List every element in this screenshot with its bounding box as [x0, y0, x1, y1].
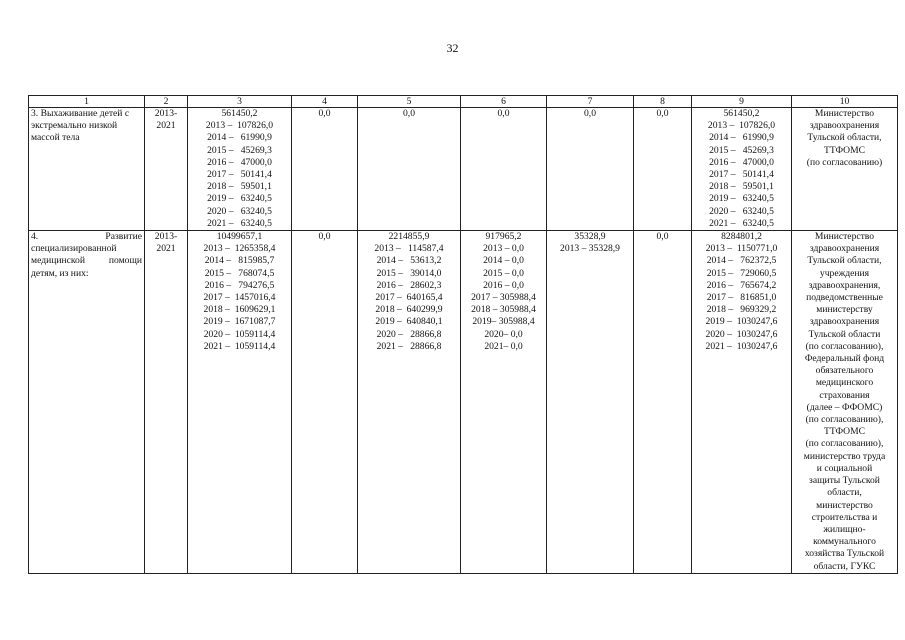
funding-cell-col7: [547, 231, 634, 574]
cell-line: хозяйства Тульской: [804, 548, 885, 560]
cell-line: 2019 – 640840,1: [375, 316, 443, 328]
cell-line: 2016 – 794276,5: [204, 279, 275, 291]
cell-line: 2015 – 39014,0: [376, 267, 442, 279]
cell-line: 2013 – 114587,4: [374, 243, 444, 255]
cell-line: Тульской области: [808, 328, 881, 340]
cell-line: 2021 – 1030247,6: [705, 340, 778, 352]
cell-line: 2020 – 1030247,6: [705, 328, 778, 340]
cell-line: 2014 – 762372,5: [706, 255, 777, 267]
cell-line: обязательного: [815, 365, 874, 377]
cell-line: 2013 – 107826,0: [205, 120, 274, 132]
cell-line: 2021 – 63240,5: [207, 217, 272, 229]
col-header: 8: [634, 96, 692, 108]
cell-line: здравоохранения: [809, 316, 880, 328]
cell-line: 917965,2: [485, 231, 522, 243]
cell-line: 2016 – 765674,2: [706, 279, 777, 291]
cell-line: 0,0: [656, 108, 669, 119]
cell-line: 2016 – 0,0: [483, 279, 524, 291]
col-header: 9: [692, 96, 792, 108]
cell-line: медицинского: [815, 377, 874, 389]
cell-line: 2214855,9: [388, 231, 430, 243]
col-header: 1: [29, 96, 145, 108]
total-funding-cell: [188, 231, 292, 574]
cell-line: 2016 – 47000,0: [709, 156, 774, 168]
cell-line: здравоохранения: [809, 120, 880, 132]
col-header: 7: [547, 96, 634, 108]
cell-line: 2014 – 815985,7: [204, 255, 275, 267]
cell-line: ТТФОМС: [823, 426, 866, 438]
activity-name-cell: 3. Выхаживание детей с экстремально низкой массой тела: [29, 108, 145, 231]
cell-line: 2018 – 59501,1: [709, 181, 774, 193]
page-number: 32: [446, 41, 459, 55]
cell-line: 2016 – 47000,0: [207, 156, 272, 168]
cell-line: Министерство: [814, 108, 875, 119]
cell-line: 2013-: [154, 231, 178, 243]
cell-line: здравоохранения: [809, 243, 880, 255]
cell-line: 2015 – 729060,5: [706, 267, 777, 279]
funding-cell-col6: [461, 108, 547, 231]
cell-line: (по согласованию),: [805, 438, 884, 450]
cell-line: строительства и: [811, 511, 878, 523]
cell-line: 2013 – 107826,0: [707, 120, 776, 132]
cell-line: 2015 – 768074,5: [204, 267, 275, 279]
col-header: 10: [792, 96, 898, 108]
cell-line: 2017 – 1457016,4: [203, 292, 276, 304]
cell-line: 2017 – 816851,0: [706, 292, 777, 304]
cell-line: 2019 – 63240,5: [207, 193, 272, 205]
cell-line: (далее – ФФОМС): [806, 401, 883, 413]
cell-line: (по согласованию),: [805, 414, 884, 426]
cell-line: 0,0: [656, 231, 669, 243]
cell-line: 2014 – 0,0: [483, 255, 524, 267]
period-cell: [145, 108, 188, 231]
cell-line: и социальной: [816, 462, 873, 474]
cell-line: 2021 – 28866,8: [376, 340, 442, 352]
responsible-cell: [792, 108, 898, 231]
cell-line: 2013 – 1265358,4: [203, 243, 276, 255]
cell-line: 2017 – 640165,4: [375, 292, 443, 304]
cell-line: жилищно-: [823, 523, 866, 535]
cell-line: 561450,2: [723, 108, 760, 119]
cell-line: 2013 – 0,0: [483, 243, 524, 255]
cell-line: области,: [827, 487, 862, 499]
cell-line: 2021 – 63240,5: [709, 217, 774, 229]
cell-line: 10499657,1: [216, 231, 263, 243]
cell-line: 2019 – 1030247,6: [705, 316, 778, 328]
cell-line: Тульской области,: [807, 132, 882, 144]
cell-line: 2018 – 59501,1: [207, 181, 272, 193]
funding-cell-col5: [358, 108, 461, 231]
cell-line: министерство труда: [803, 450, 886, 462]
cell-line: области, ГУКС: [813, 560, 876, 572]
cell-line: 2018 – 305988,4: [471, 304, 536, 316]
cell-line: 2017 – 305988,4: [471, 292, 536, 304]
cell-line: 2014 – 61990,9: [207, 132, 272, 144]
funding-cell-col4: [292, 231, 358, 574]
cell-line: (по согласованию),: [805, 340, 884, 352]
cell-line: 2019 – 1671087,7: [203, 316, 276, 328]
funding-cell-col9: [692, 231, 792, 574]
cell-line: 2019– 305988,4: [472, 316, 535, 328]
funding-cell-col5: [358, 231, 461, 574]
cell-line: 2015 – 0,0: [483, 267, 524, 279]
funding-cell-col6: [461, 231, 547, 574]
cell-line: 2013-: [154, 108, 178, 119]
cell-line: 2013 – 1150771,0: [705, 243, 778, 255]
cell-line: 2021– 0,0: [484, 340, 523, 352]
cell-line: Министерство: [814, 231, 875, 243]
cell-line: министерство: [816, 499, 873, 511]
cell-line: 0,0: [497, 108, 510, 119]
col-header: 2: [145, 96, 188, 108]
cell-line: подведомственные: [806, 292, 883, 304]
funding-cell-col7: [547, 108, 634, 231]
cell-line: 2018 – 1609629,1: [203, 304, 276, 316]
cell-line: 2017 – 50141,4: [709, 169, 774, 181]
cell-line: 0,0: [584, 108, 596, 119]
cell-line: (по согласованию): [806, 156, 883, 168]
header-row: [29, 96, 898, 108]
cell-line: 561450,2: [221, 108, 258, 119]
cell-line: 2015 – 45269,3: [709, 144, 774, 156]
cell-line: 2013 – 35328,9: [560, 243, 620, 255]
cell-line: ТТФОМС: [823, 144, 866, 156]
cell-line: Федеральный фонд: [804, 353, 885, 365]
cell-line: 2019 – 63240,5: [709, 193, 774, 205]
cell-line: защиты Тульской: [809, 475, 880, 487]
cell-line: 2014 – 61990,9: [709, 132, 774, 144]
cell-line: 2021 – 1059114,4: [203, 340, 276, 352]
cell-line: страхования: [819, 389, 870, 401]
cell-line: 2020– 0,0: [484, 328, 523, 340]
cell-line: 2014 – 53613,2: [376, 255, 442, 267]
cell-line: Тульской области,: [807, 255, 882, 267]
cell-line: коммунального: [813, 536, 876, 548]
col-header: 5: [358, 96, 461, 108]
col-header: 4: [292, 96, 358, 108]
period-cell: [145, 231, 188, 574]
cell-line: 2018 – 640299,9: [375, 304, 443, 316]
cell-line: 2020 – 28866,8: [376, 328, 442, 340]
cell-line: 2021: [156, 243, 176, 255]
funding-cell-col8: [634, 231, 692, 574]
funding-cell-col8: [634, 108, 692, 231]
cell-line: 2020 – 1059114,4: [203, 328, 276, 340]
budget-table: [28, 95, 898, 574]
cell-line: 2018 – 969329,2: [706, 304, 777, 316]
funding-cell-col9: [692, 108, 792, 231]
cell-line: 2015 – 45269,3: [207, 144, 272, 156]
cell-line: 8284801,2: [721, 231, 762, 243]
cell-line: учреждения: [819, 267, 870, 279]
cell-line: министерству: [816, 304, 873, 316]
responsible-cell: [792, 231, 898, 574]
cell-line: 35328,9: [574, 231, 606, 243]
col-header: 3: [188, 96, 292, 108]
table-row: [29, 108, 898, 231]
cell-line: 0,0: [318, 108, 331, 119]
cell-line: 2017 – 50141,4: [207, 169, 272, 181]
funding-cell-col4: [292, 108, 358, 231]
cell-line: здравоохранения,: [808, 279, 881, 291]
cell-line: 2020 – 63240,5: [709, 205, 774, 217]
table-row: [29, 231, 898, 574]
cell-line: 2020 – 63240,5: [207, 205, 272, 217]
cell-line: 2016 – 28602,3: [376, 279, 442, 291]
col-header: 6: [461, 96, 547, 108]
cell-line: 0,0: [318, 231, 331, 243]
activity-name-cell: 4. Развитие специализированной медицинской помощи детям, из них:: [29, 231, 145, 574]
cell-line: 2021: [156, 120, 176, 132]
total-funding-cell: [188, 108, 292, 231]
cell-line: 0,0: [403, 108, 415, 119]
